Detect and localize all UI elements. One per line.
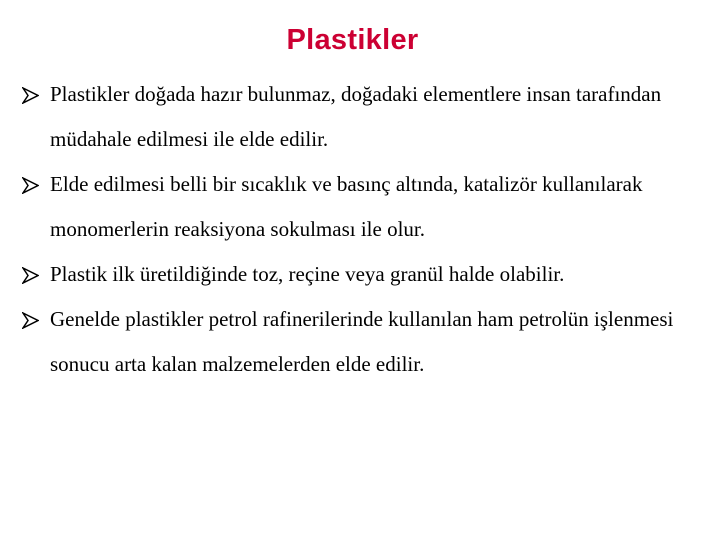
bullet-item	[22, 252, 702, 297]
arrowhead-bullet-icon	[22, 87, 39, 104]
bullet-list	[22, 84, 702, 399]
arrowhead-bullet-icon	[22, 312, 39, 329]
bullet-text: Plastikler doğada hazır bulunmaz, doğadaki elementlere insan tarafından müdahale edilmesi ile elde edilir.	[50, 82, 662, 151]
bullet-item	[22, 72, 702, 162]
bullet-item	[22, 162, 702, 252]
slide-title: Plastikler	[286, 24, 419, 56]
bullet-text: Genelde plastikler petrol rafinerilerinde kullanılan ham petrolün işlenmesi sonucu arta kalan malzemelerden elde edilir.	[50, 307, 674, 376]
bullet-text: Plastik ilk üretildiğinde toz, reçine veya granül halde olabilir.	[50, 262, 565, 286]
arrowhead-bullet-icon	[22, 177, 39, 194]
arrowhead-bullet-icon	[22, 267, 39, 284]
bullet-item	[22, 297, 702, 387]
bullet-text: Elde edilmesi belli bir sıcaklık ve basınç altında, katalizör kullanılarak monomerlerin reaksiyona sokulması ile olur.	[50, 172, 643, 241]
